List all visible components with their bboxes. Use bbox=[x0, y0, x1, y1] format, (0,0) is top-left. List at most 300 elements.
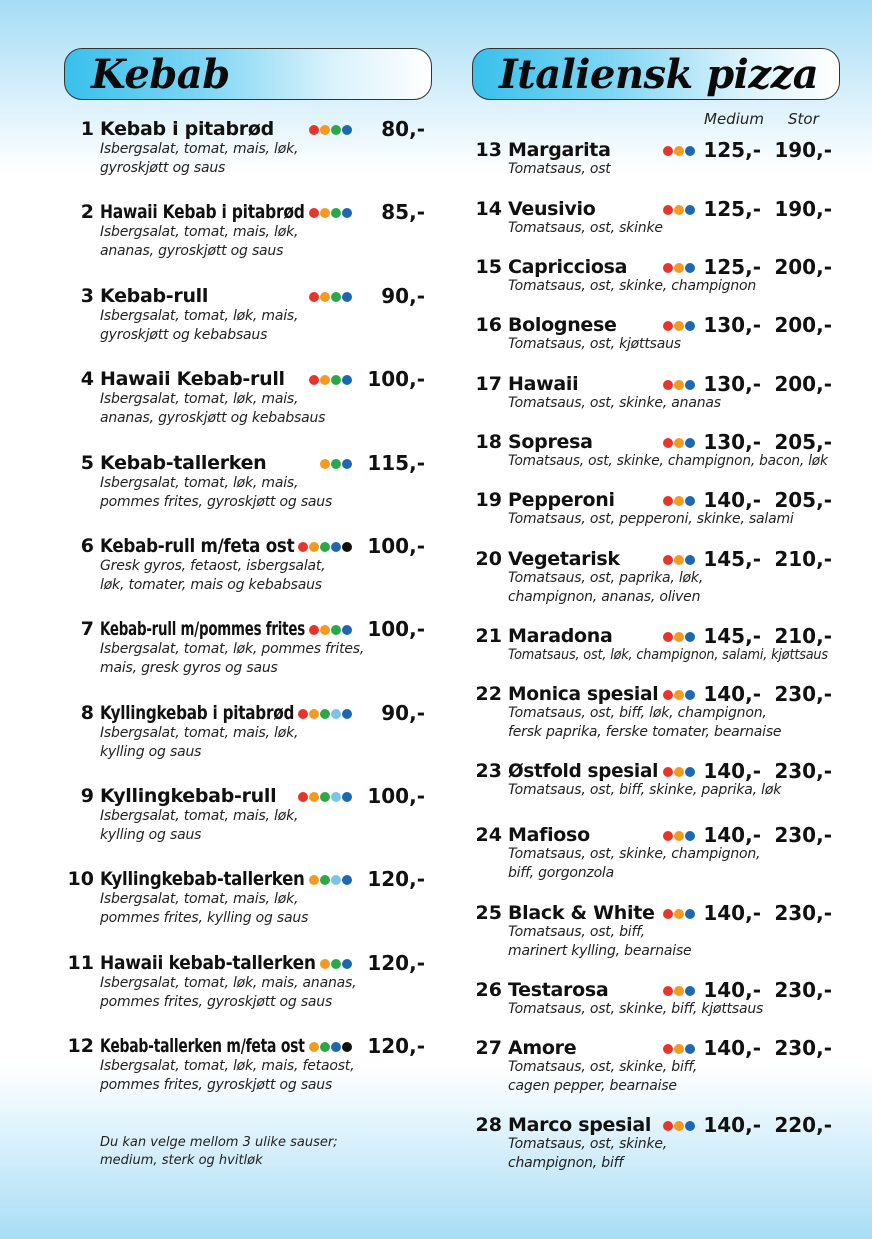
item-name: Kebab-tallerken bbox=[100, 452, 267, 474]
item-price: 100,- bbox=[367, 367, 425, 391]
kebab-item bbox=[0, 784, 436, 864]
description-line: pommes frites, kylling og saus bbox=[100, 910, 309, 926]
price-large: 200,- bbox=[774, 313, 832, 337]
allergen-dot-orange bbox=[309, 542, 319, 552]
pizza-item bbox=[436, 823, 872, 883]
allergen-dot-orange bbox=[674, 496, 684, 506]
item-name: Testarosa bbox=[508, 979, 609, 1001]
allergen-dot-blue bbox=[685, 438, 695, 448]
item-number: 3 bbox=[80, 285, 94, 307]
pizza-item bbox=[436, 255, 872, 315]
pizza-item bbox=[436, 1036, 872, 1096]
item-description bbox=[508, 160, 611, 179]
item-name: Margarita bbox=[508, 139, 611, 161]
allergen-dot-blue bbox=[685, 496, 695, 506]
pizza-item bbox=[436, 682, 872, 742]
allergen-dot-blue bbox=[342, 959, 352, 969]
description-line: løk, tomater, mais og kebabsaus bbox=[100, 577, 322, 593]
allergen-dot-red bbox=[663, 321, 673, 331]
item-description bbox=[100, 557, 325, 595]
pizza-item bbox=[436, 430, 872, 490]
item-description bbox=[508, 277, 756, 296]
allergen-dots bbox=[309, 875, 352, 885]
allergen-dots bbox=[309, 292, 352, 302]
allergen-dot-green bbox=[331, 959, 341, 969]
item-description bbox=[100, 474, 332, 512]
item-name: Amore bbox=[508, 1037, 577, 1059]
allergen-dots bbox=[663, 321, 695, 331]
allergen-dot-blue bbox=[342, 375, 352, 385]
pizza-item bbox=[436, 759, 872, 819]
allergen-dots bbox=[663, 555, 695, 565]
item-price: 115,- bbox=[367, 451, 425, 475]
allergen-dot-light_blue bbox=[331, 875, 341, 885]
allergen-dot-orange bbox=[320, 459, 330, 469]
allergen-dot-red bbox=[663, 909, 673, 919]
item-number: 14 bbox=[475, 198, 502, 220]
sauce-note-line: Du kan velge mellom 3 ulike sauser; bbox=[100, 1135, 338, 1150]
kebab-title: Kebab bbox=[91, 51, 230, 98]
item-number: 2 bbox=[80, 201, 94, 223]
item-description bbox=[100, 807, 298, 845]
allergen-dot-orange bbox=[309, 709, 319, 719]
allergen-dots bbox=[663, 909, 695, 919]
allergen-dot-red bbox=[663, 986, 673, 996]
allergen-dot-orange bbox=[674, 380, 684, 390]
item-number: 11 bbox=[67, 952, 94, 974]
allergen-dot-light_blue bbox=[331, 709, 341, 719]
allergen-dot-blue bbox=[342, 292, 352, 302]
item-number: 8 bbox=[80, 702, 94, 724]
price-medium: 140,- bbox=[703, 488, 761, 512]
allergen-dots bbox=[309, 1042, 352, 1052]
description-line: Tomatsaus, ost, biff, skinke, paprika, løk bbox=[508, 782, 782, 798]
item-description bbox=[100, 140, 298, 178]
allergen-dot-red bbox=[663, 1121, 673, 1131]
allergen-dots bbox=[309, 625, 352, 635]
allergen-dot-red bbox=[298, 709, 308, 719]
item-description bbox=[100, 974, 356, 1012]
item-description bbox=[100, 724, 298, 762]
allergen-dot-green bbox=[331, 292, 341, 302]
allergen-dot-red bbox=[298, 792, 308, 802]
allergen-dot-blue bbox=[685, 555, 695, 565]
allergen-dot-orange bbox=[674, 205, 684, 215]
allergen-dots bbox=[320, 459, 352, 469]
description-line: Tomatsaus, ost, paprika, løk, bbox=[508, 570, 704, 586]
description-line: Isbergsalat, tomat, løk, mais, fetaost, bbox=[100, 1058, 355, 1074]
price-large: 205,- bbox=[774, 488, 832, 512]
item-description bbox=[508, 1058, 697, 1096]
item-price: 100,- bbox=[367, 617, 425, 641]
item-price: 90,- bbox=[381, 284, 425, 308]
kebab-item bbox=[0, 200, 436, 280]
description-line: ananas, gyroskjøtt og saus bbox=[100, 243, 284, 259]
allergen-dot-blue bbox=[685, 321, 695, 331]
item-description bbox=[100, 223, 298, 261]
price-medium: 140,- bbox=[703, 1113, 761, 1137]
allergen-dot-red bbox=[663, 380, 673, 390]
allergen-dot-green bbox=[320, 709, 330, 719]
kebab-item bbox=[0, 617, 436, 697]
description-line: Isbergsalat, tomat, løk, mais, bbox=[100, 475, 299, 491]
description-line: Tomatsaus, ost, skinke, ananas bbox=[508, 395, 721, 411]
allergen-dot-green bbox=[320, 542, 330, 552]
item-name: Kebab-rull m/feta ost bbox=[100, 535, 295, 557]
allergen-dot-red bbox=[663, 690, 673, 700]
kebab-item bbox=[0, 701, 436, 781]
price-medium: 140,- bbox=[703, 759, 761, 783]
size-medium-header: Medium bbox=[704, 110, 764, 128]
item-number: 4 bbox=[80, 368, 94, 390]
price-medium: 145,- bbox=[703, 547, 761, 571]
allergen-dot-orange bbox=[674, 146, 684, 156]
pizza-item bbox=[436, 1113, 872, 1173]
kebab-item bbox=[0, 451, 436, 531]
allergen-dot-black bbox=[342, 542, 352, 552]
price-large: 190,- bbox=[774, 197, 832, 221]
item-description bbox=[508, 1135, 667, 1173]
kebab-item bbox=[0, 117, 436, 197]
allergen-dots bbox=[663, 205, 695, 215]
price-medium: 140,- bbox=[703, 901, 761, 925]
allergen-dot-blue bbox=[685, 1044, 695, 1054]
allergen-dot-blue bbox=[685, 263, 695, 273]
allergen-dot-blue bbox=[342, 709, 352, 719]
allergen-dot-orange bbox=[674, 1121, 684, 1131]
allergen-dot-orange bbox=[674, 831, 684, 841]
price-large: 230,- bbox=[774, 901, 832, 925]
description-line: gyroskjøtt og kebabsaus bbox=[100, 327, 268, 343]
item-name: Kebab-rull bbox=[100, 285, 209, 307]
item-number: 12 bbox=[67, 1035, 94, 1057]
allergen-dots bbox=[309, 208, 352, 218]
allergen-dots bbox=[663, 380, 695, 390]
sauce-note-line: medium, sterk og hvitløk bbox=[100, 1153, 263, 1168]
description-line: Isbergsalat, tomat, mais, løk, bbox=[100, 808, 299, 824]
item-number: 5 bbox=[80, 452, 94, 474]
allergen-dots bbox=[309, 375, 352, 385]
item-number: 13 bbox=[475, 139, 502, 161]
item-description bbox=[508, 923, 691, 961]
pizza-title: Italiensk pizza bbox=[499, 51, 819, 98]
price-medium: 145,- bbox=[703, 624, 761, 648]
item-number: 15 bbox=[475, 256, 502, 278]
allergen-dot-orange bbox=[320, 625, 330, 635]
allergen-dot-orange bbox=[674, 1044, 684, 1054]
item-number: 24 bbox=[475, 824, 502, 846]
item-number: 28 bbox=[475, 1114, 502, 1136]
item-description bbox=[508, 781, 781, 800]
allergen-dot-green bbox=[331, 625, 341, 635]
item-description bbox=[508, 219, 663, 238]
allergen-dots bbox=[663, 632, 695, 642]
allergen-dot-red bbox=[298, 542, 308, 552]
price-large: 230,- bbox=[774, 682, 832, 706]
item-name: Hawaii Kebab i pitabrød bbox=[100, 201, 305, 223]
kebab-item bbox=[0, 534, 436, 614]
allergen-dots bbox=[663, 1121, 695, 1131]
price-medium: 125,- bbox=[703, 255, 761, 279]
price-medium: 125,- bbox=[703, 197, 761, 221]
item-number: 22 bbox=[475, 683, 502, 705]
allergen-dot-red bbox=[309, 208, 319, 218]
price-large: 200,- bbox=[774, 372, 832, 396]
price-large: 205,- bbox=[774, 430, 832, 454]
description-line: Tomatsaus, ost, kjøttsaus bbox=[508, 336, 681, 352]
description-line: Tomatsaus, ost, skinke, champignon, bbox=[508, 846, 761, 862]
item-name: Bolognese bbox=[508, 314, 617, 336]
description-line: Tomatsaus, ost, skinke, bbox=[508, 1136, 668, 1152]
allergen-dots bbox=[298, 792, 352, 802]
price-large: 230,- bbox=[774, 759, 832, 783]
item-description bbox=[508, 704, 781, 742]
description-line: Tomatsaus, ost, skinke, champignon bbox=[508, 278, 757, 294]
description-line: Tomatsaus, ost, biff, bbox=[508, 924, 645, 940]
description-line: Isbergsalat, tomat, løk, mais, ananas, bbox=[100, 975, 357, 991]
item-description bbox=[100, 307, 298, 345]
kebab-item bbox=[0, 951, 436, 1031]
description-line: Isbergsalat, tomat, mais, løk, bbox=[100, 141, 299, 157]
item-name: Monica spesial bbox=[508, 683, 659, 705]
allergen-dots bbox=[663, 986, 695, 996]
price-large: 230,- bbox=[774, 978, 832, 1002]
allergen-dots bbox=[663, 767, 695, 777]
item-price: 90,- bbox=[381, 701, 425, 725]
description-line: Gresk gyros, fetaost, isbergsalat, bbox=[100, 558, 326, 574]
allergen-dot-orange bbox=[320, 959, 330, 969]
allergen-dot-orange bbox=[320, 375, 330, 385]
allergen-dot-orange bbox=[674, 767, 684, 777]
allergen-dot-blue bbox=[342, 625, 352, 635]
item-description bbox=[508, 569, 703, 607]
item-name: Kebab i pitabrød bbox=[100, 118, 274, 140]
pizza-item bbox=[436, 372, 872, 432]
allergen-dot-blue bbox=[342, 875, 352, 885]
description-line: champignon, ananas, oliven bbox=[508, 589, 701, 605]
item-description bbox=[100, 890, 308, 928]
kebab-item bbox=[0, 367, 436, 447]
item-number: 20 bbox=[475, 548, 502, 570]
item-name: Marco spesial bbox=[508, 1114, 652, 1136]
price-medium: 130,- bbox=[703, 372, 761, 396]
allergen-dot-orange bbox=[674, 321, 684, 331]
allergen-dot-orange bbox=[674, 986, 684, 996]
allergen-dot-red bbox=[309, 292, 319, 302]
item-name: Østfold spesial bbox=[508, 760, 659, 782]
description-line: fersk paprika, ferske tomater, bearnaise bbox=[508, 724, 782, 740]
allergen-dot-green bbox=[320, 875, 330, 885]
allergen-dot-red bbox=[663, 146, 673, 156]
pizza-item bbox=[436, 901, 872, 961]
kebab-item bbox=[0, 284, 436, 364]
description-line: biff, gorgonzola bbox=[508, 865, 615, 881]
allergen-dot-green bbox=[331, 208, 341, 218]
item-name: Kyllingkebab-tallerken bbox=[100, 868, 305, 890]
description-line: mais, gresk gyros og saus bbox=[100, 660, 278, 676]
description-line: ananas, gyroskjøtt og kebabsaus bbox=[100, 410, 326, 426]
allergen-dot-blue bbox=[685, 986, 695, 996]
item-price: 100,- bbox=[367, 534, 425, 558]
description-line: pommes frites, gyroskjøtt og saus bbox=[100, 994, 333, 1010]
description-line: Tomatsaus, ost bbox=[508, 161, 611, 177]
allergen-dot-red bbox=[309, 125, 319, 135]
price-large: 200,- bbox=[774, 255, 832, 279]
allergen-dot-red bbox=[309, 375, 319, 385]
pizza-item bbox=[436, 197, 872, 257]
allergen-dot-green bbox=[320, 1042, 330, 1052]
allergen-dot-red bbox=[663, 1044, 673, 1054]
allergen-dot-red bbox=[663, 555, 673, 565]
pizza-item bbox=[436, 624, 872, 684]
allergen-dot-red bbox=[663, 831, 673, 841]
price-large: 210,- bbox=[774, 547, 832, 571]
kebab-item bbox=[0, 1034, 436, 1114]
item-number: 21 bbox=[475, 625, 502, 647]
allergen-dot-green bbox=[331, 125, 341, 135]
item-name: Kebab-rull m/pommes frites bbox=[100, 618, 305, 640]
pizza-item bbox=[436, 488, 872, 548]
description-line: Isbergsalat, tomat, løk, mais, bbox=[100, 308, 299, 324]
allergen-dots bbox=[298, 709, 352, 719]
allergen-dot-green bbox=[320, 792, 330, 802]
item-name: Hawaii bbox=[508, 373, 579, 395]
allergen-dot-blue bbox=[685, 380, 695, 390]
allergen-dot-blue bbox=[685, 690, 695, 700]
item-name: Hawaii kebab-tallerken bbox=[100, 952, 316, 974]
item-price: 120,- bbox=[367, 1034, 425, 1058]
description-line: Isbergsalat, tomat, løk, pommes frites, bbox=[100, 641, 365, 657]
description-line: pommes frites, gyroskjøtt og saus bbox=[100, 494, 333, 510]
price-medium: 140,- bbox=[703, 1036, 761, 1060]
allergen-dot-blue bbox=[685, 909, 695, 919]
item-price: 100,- bbox=[367, 784, 425, 808]
item-number: 23 bbox=[475, 760, 502, 782]
allergen-dot-blue bbox=[331, 1042, 341, 1052]
allergen-dots bbox=[663, 263, 695, 273]
pizza-banner bbox=[472, 48, 840, 100]
item-name: Vegetarisk bbox=[508, 548, 620, 570]
description-line: gyroskjøtt og saus bbox=[100, 160, 226, 176]
allergen-dots bbox=[663, 146, 695, 156]
description-line: Isbergsalat, tomat, mais, løk, bbox=[100, 891, 299, 907]
allergen-dot-orange bbox=[674, 690, 684, 700]
item-name: Veusivio bbox=[508, 198, 596, 220]
item-name: Mafioso bbox=[508, 824, 590, 846]
description-line: Isbergsalat, tomat, løk, mais, bbox=[100, 391, 299, 407]
kebab-item bbox=[0, 867, 436, 947]
allergen-dot-orange bbox=[674, 632, 684, 642]
item-number: 7 bbox=[80, 618, 94, 640]
item-number: 10 bbox=[67, 868, 94, 890]
allergen-dot-blue bbox=[342, 792, 352, 802]
allergen-dots bbox=[298, 542, 352, 552]
item-description bbox=[508, 845, 760, 883]
price-medium: 140,- bbox=[703, 682, 761, 706]
item-number: 27 bbox=[475, 1037, 502, 1059]
description-line: Isbergsalat, tomat, mais, løk, bbox=[100, 725, 299, 741]
allergen-dot-red bbox=[663, 496, 673, 506]
pizza-item bbox=[436, 978, 872, 1038]
item-name: Capricciosa bbox=[508, 256, 628, 278]
item-name: Pepperoni bbox=[508, 489, 615, 511]
allergen-dot-green bbox=[331, 375, 341, 385]
item-name: Kyllingkebab-rull bbox=[100, 785, 277, 807]
description-line: pommes frites, gyroskjøtt og saus bbox=[100, 1077, 333, 1093]
allergen-dot-blue bbox=[685, 831, 695, 841]
item-number: 17 bbox=[475, 373, 502, 395]
allergen-dots bbox=[663, 438, 695, 448]
allergen-dot-orange bbox=[674, 555, 684, 565]
description-line: Tomatsaus, ost, pepperoni, skinke, salami bbox=[508, 511, 794, 527]
description-line: Isbergsalat, tomat, mais, løk, bbox=[100, 224, 299, 240]
item-number: 6 bbox=[80, 535, 94, 557]
allergen-dot-red bbox=[663, 438, 673, 448]
price-large: 210,- bbox=[774, 624, 832, 648]
allergen-dot-blue bbox=[342, 459, 352, 469]
item-number: 1 bbox=[80, 118, 94, 140]
sauce-note bbox=[100, 1134, 338, 1170]
price-large: 230,- bbox=[774, 1036, 832, 1060]
item-name: Hawaii Kebab-rull bbox=[100, 368, 285, 390]
allergen-dot-orange bbox=[674, 263, 684, 273]
allergen-dot-orange bbox=[674, 438, 684, 448]
size-large-header: Stor bbox=[788, 110, 819, 128]
item-number: 19 bbox=[475, 489, 502, 511]
price-large: 190,- bbox=[774, 138, 832, 162]
item-name: Sopresa bbox=[508, 431, 593, 453]
price-medium: 140,- bbox=[703, 823, 761, 847]
item-description bbox=[508, 452, 828, 471]
item-description bbox=[508, 394, 721, 413]
item-description bbox=[100, 640, 364, 678]
item-number: 26 bbox=[475, 979, 502, 1001]
description-line: cagen pepper, bearnaise bbox=[508, 1078, 677, 1094]
description-line: Tomatsaus, ost, skinke, biff, bbox=[508, 1059, 698, 1075]
price-large: 230,- bbox=[774, 823, 832, 847]
allergen-dot-orange bbox=[674, 909, 684, 919]
description-line: kylling og saus bbox=[100, 827, 202, 843]
item-description bbox=[100, 390, 325, 428]
allergen-dot-blue bbox=[342, 125, 352, 135]
pizza-item bbox=[436, 138, 872, 198]
pizza-item bbox=[436, 313, 872, 373]
allergen-dot-red bbox=[663, 767, 673, 777]
allergen-dots bbox=[663, 1044, 695, 1054]
allergen-dot-orange bbox=[320, 208, 330, 218]
description-line: marinert kylling, bearnaise bbox=[508, 943, 692, 959]
price-large: 220,- bbox=[774, 1113, 832, 1137]
allergen-dot-orange bbox=[309, 1042, 319, 1052]
allergen-dot-orange bbox=[309, 875, 319, 885]
allergen-dot-red bbox=[663, 632, 673, 642]
allergen-dot-orange bbox=[320, 292, 330, 302]
price-medium: 130,- bbox=[703, 313, 761, 337]
item-price: 120,- bbox=[367, 951, 425, 975]
price-medium: 140,- bbox=[703, 978, 761, 1002]
item-description bbox=[508, 1000, 763, 1019]
item-name: Maradona bbox=[508, 625, 613, 647]
allergen-dots bbox=[663, 496, 695, 506]
item-description bbox=[508, 335, 681, 354]
item-price: 85,- bbox=[381, 200, 425, 224]
price-medium: 130,- bbox=[703, 430, 761, 454]
description-line: Tomatsaus, ost, skinke, biff, kjøttsaus bbox=[508, 1001, 764, 1017]
allergen-dot-blue bbox=[685, 1121, 695, 1131]
allergen-dots bbox=[663, 831, 695, 841]
description-line: Tomatsaus, ost, løk, champignon, salami, kjøttsaus bbox=[508, 647, 828, 663]
item-name: Kebab-tallerken m/feta ost bbox=[100, 1035, 305, 1057]
